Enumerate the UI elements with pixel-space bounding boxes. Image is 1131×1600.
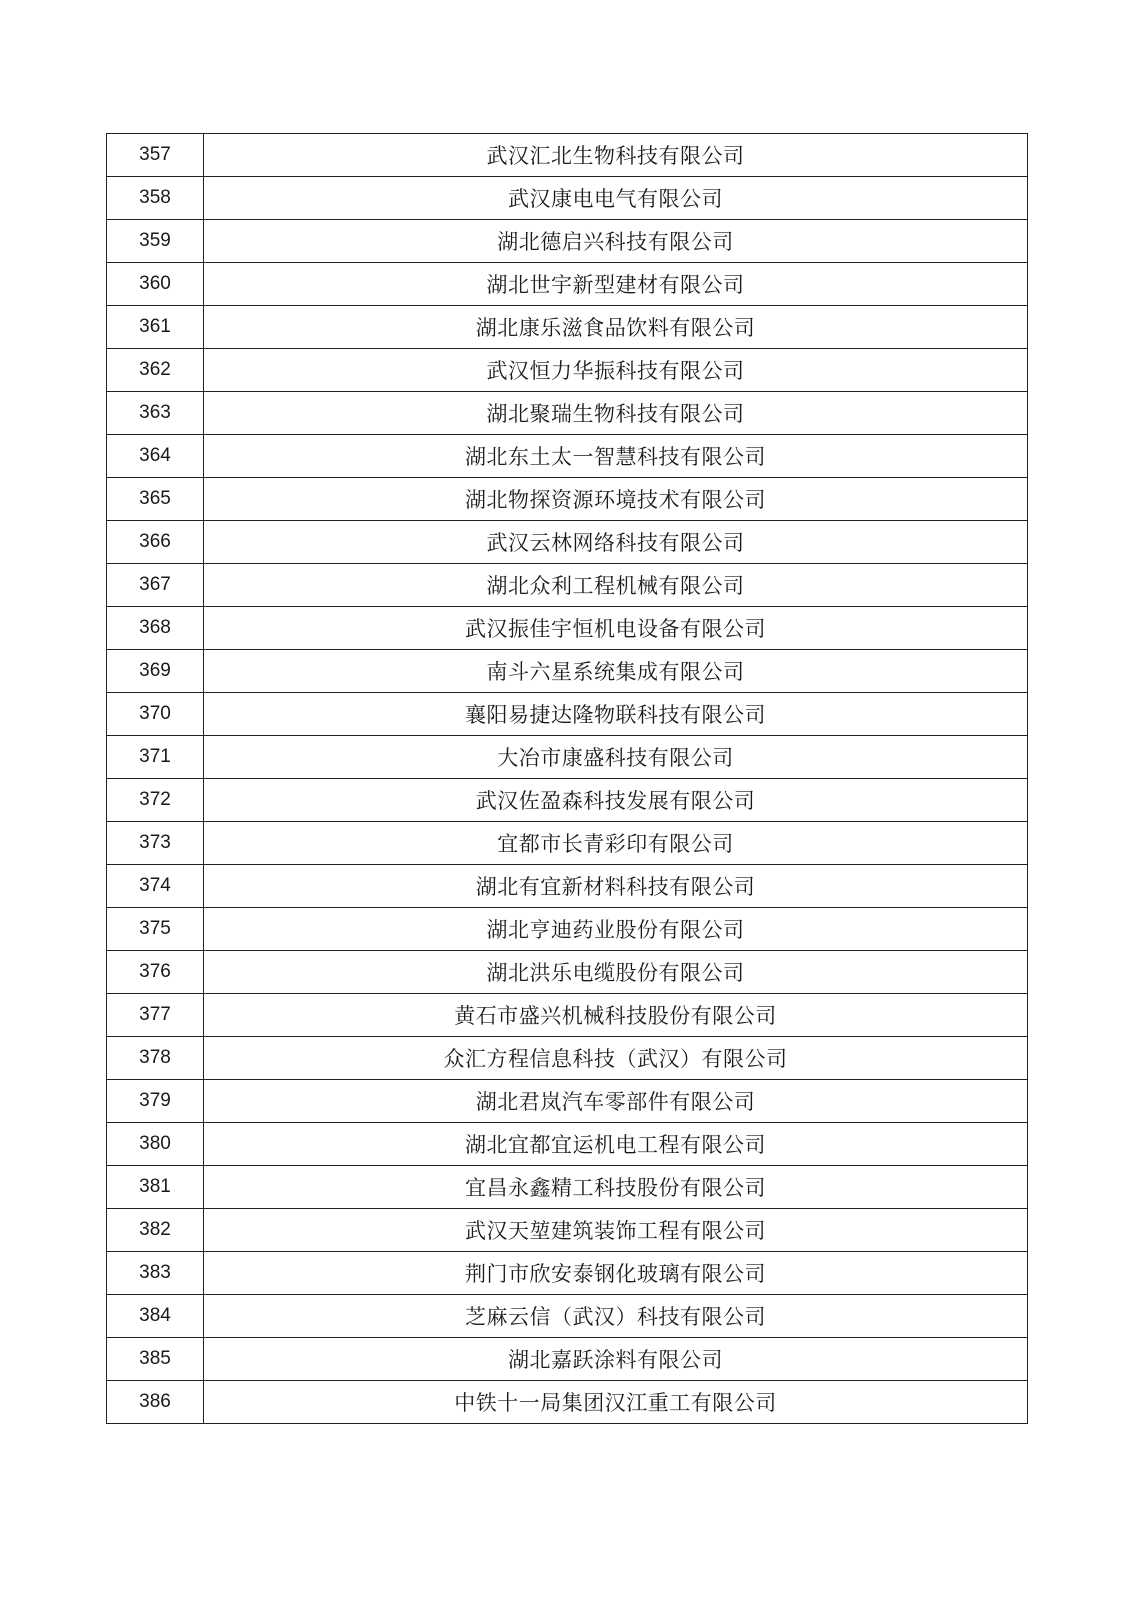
row-number: 367: [107, 564, 204, 607]
table-row: [107, 478, 1028, 521]
company-name: 湖北亨迪药业股份有限公司: [204, 908, 1028, 951]
table-row: [107, 177, 1028, 220]
row-number: 363: [107, 392, 204, 435]
company-name: 黄石市盛兴机械科技股份有限公司: [204, 994, 1028, 1037]
company-name: 芝麻云信（武汉）科技有限公司: [204, 1295, 1028, 1338]
company-name: 湖北物探资源环境技术有限公司: [204, 478, 1028, 521]
table-row: [107, 564, 1028, 607]
company-name: 湖北德启兴科技有限公司: [204, 220, 1028, 263]
table-row: [107, 392, 1028, 435]
row-number: 384: [107, 1295, 204, 1338]
company-name: 湖北宜都宜运机电工程有限公司: [204, 1123, 1028, 1166]
company-name: 大冶市康盛科技有限公司: [204, 736, 1028, 779]
row-number: 382: [107, 1209, 204, 1252]
table-row: [107, 951, 1028, 994]
row-number: 368: [107, 607, 204, 650]
company-name: 荆门市欣安泰钢化玻璃有限公司: [204, 1252, 1028, 1295]
row-number: 383: [107, 1252, 204, 1295]
table-row: [107, 650, 1028, 693]
row-number: 366: [107, 521, 204, 564]
company-name: 湖北众利工程机械有限公司: [204, 564, 1028, 607]
table-row: [107, 1381, 1028, 1424]
table-row: [107, 779, 1028, 822]
row-number: 357: [107, 134, 204, 177]
row-number: 365: [107, 478, 204, 521]
table-row: [107, 349, 1028, 392]
table-row: [107, 908, 1028, 951]
table-row: [107, 1123, 1028, 1166]
row-number: 375: [107, 908, 204, 951]
row-number: 373: [107, 822, 204, 865]
table-row: [107, 736, 1028, 779]
row-number: 376: [107, 951, 204, 994]
row-number: 381: [107, 1166, 204, 1209]
table-row: [107, 1252, 1028, 1295]
company-name: 武汉佐盈森科技发展有限公司: [204, 779, 1028, 822]
row-number: 371: [107, 736, 204, 779]
company-list-body: [107, 134, 1028, 1424]
company-name: 武汉汇北生物科技有限公司: [204, 134, 1028, 177]
table-row: [107, 1295, 1028, 1338]
table-row: [107, 134, 1028, 177]
row-number: 372: [107, 779, 204, 822]
table-row: [107, 1080, 1028, 1123]
row-number: 364: [107, 435, 204, 478]
company-name: 湖北康乐滋食品饮料有限公司: [204, 306, 1028, 349]
row-number: 385: [107, 1338, 204, 1381]
company-name: 南斗六星系统集成有限公司: [204, 650, 1028, 693]
table-row: [107, 994, 1028, 1037]
row-number: 379: [107, 1080, 204, 1123]
company-name: 湖北世宇新型建材有限公司: [204, 263, 1028, 306]
table-row: [107, 1209, 1028, 1252]
company-name: 武汉云林网络科技有限公司: [204, 521, 1028, 564]
company-name: 武汉振佳宇恒机电设备有限公司: [204, 607, 1028, 650]
row-number: 370: [107, 693, 204, 736]
company-name: 湖北君岚汽车零部件有限公司: [204, 1080, 1028, 1123]
company-name: 宜都市长青彩印有限公司: [204, 822, 1028, 865]
table-row: [107, 693, 1028, 736]
row-number: 360: [107, 263, 204, 306]
table-row: [107, 822, 1028, 865]
table-row: [107, 607, 1028, 650]
company-name: 众汇方程信息科技（武汉）有限公司: [204, 1037, 1028, 1080]
company-name: 武汉康电电气有限公司: [204, 177, 1028, 220]
table-row: [107, 306, 1028, 349]
table-row: [107, 1338, 1028, 1381]
table-row: [107, 1037, 1028, 1080]
row-number: 377: [107, 994, 204, 1037]
row-number: 361: [107, 306, 204, 349]
row-number: 374: [107, 865, 204, 908]
company-name: 宜昌永鑫精工科技股份有限公司: [204, 1166, 1028, 1209]
table-row: [107, 865, 1028, 908]
table-row: [107, 1166, 1028, 1209]
company-name: 武汉恒力华振科技有限公司: [204, 349, 1028, 392]
table-row: [107, 435, 1028, 478]
company-name: 湖北有宜新材料科技有限公司: [204, 865, 1028, 908]
row-number: 359: [107, 220, 204, 263]
row-number: 380: [107, 1123, 204, 1166]
company-name: 湖北嘉跃涂料有限公司: [204, 1338, 1028, 1381]
company-name: 襄阳易捷达隆物联科技有限公司: [204, 693, 1028, 736]
company-list-table: [106, 133, 1028, 1424]
company-name: 中铁十一局集团汉江重工有限公司: [204, 1381, 1028, 1424]
row-number: 369: [107, 650, 204, 693]
table-row: [107, 521, 1028, 564]
row-number: 378: [107, 1037, 204, 1080]
company-name: 湖北洪乐电缆股份有限公司: [204, 951, 1028, 994]
company-name: 湖北东土太一智慧科技有限公司: [204, 435, 1028, 478]
table-row: [107, 220, 1028, 263]
row-number: 386: [107, 1381, 204, 1424]
company-name: 武汉天堃建筑装饰工程有限公司: [204, 1209, 1028, 1252]
table-row: [107, 263, 1028, 306]
company-name: 湖北聚瑞生物科技有限公司: [204, 392, 1028, 435]
row-number: 358: [107, 177, 204, 220]
row-number: 362: [107, 349, 204, 392]
